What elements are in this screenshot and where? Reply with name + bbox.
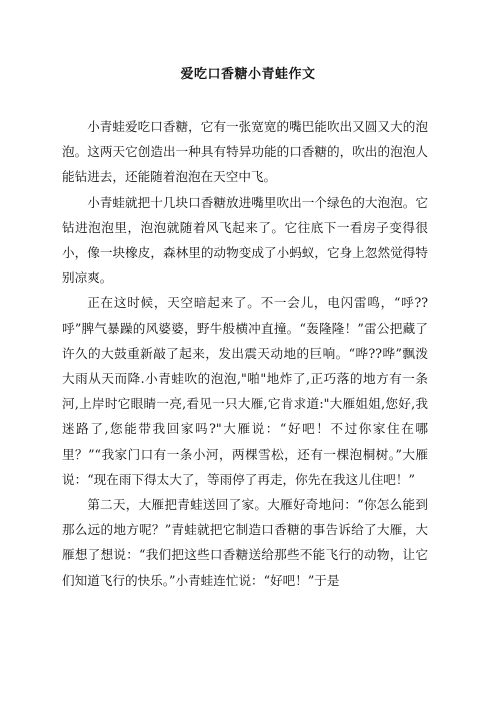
paragraph: 小青蛙爱吃口香糖，它有一张宽宽的嘴巴能吹出又圆又大的泡泡。这两天它创造出一种具有特异功能的口香糖的，吹出的泡泡人能钻进去，还能随着泡泡在天空中飞。 <box>62 119 428 185</box>
document-title: 爱吃口香糖小青蛙作文 <box>180 67 316 82</box>
document-body <box>62 114 428 593</box>
paragraph: 第二天，大雁把青蛙送回了家。大雁好奇地问：“你怎么能到那么远的地方呢？”青蛙就把它制造口香糖的事告诉给了大雁，大雁想了想说：“我们把这些口香糖送给那些不能飞行的动物，让它们知道飞行的快乐。”小青蛙连忙说：“好吧！”于是 <box>62 497 428 588</box>
paragraph: 正在这时候，天空暗起来了。不一会儿，电闪雷鸣，“呼??呼”脾气暴躁的风婆婆，野牛般横冲直撞。“轰隆隆！”雷公把藏了许久的大鼓重新敲了起来，发出震天动地的巨响。“哗??哗”飘泼大雨从天而降.小青蛙吹的泡泡,"啪"地炸了,正巧落的地方有一条河,上岸时它眼睛一亮,看见一只大雁,它肯求道:"大雁姐姐,您好,我迷路了,您能带我回家吗?"大雁说：“好吧！不过你家住在哪里？”“我家门口有一条小河，两棵雪松，还有一棵泡桐树。”大雁说：“现在雨下得太大了，等雨停了再走，你先在我这儿住吧！” <box>62 295 428 487</box>
paragraph: 小青蛙就把十几块口香糖放进嘴里吹出一个绿色的大泡泡。它钻进泡泡里，泡泡就随着风飞起来了。它往底下一看房子变得很小，像一块橡皮，森林里的动物变成了小蚂蚁，它身上忽然觉得特别凉爽。 <box>62 194 428 286</box>
